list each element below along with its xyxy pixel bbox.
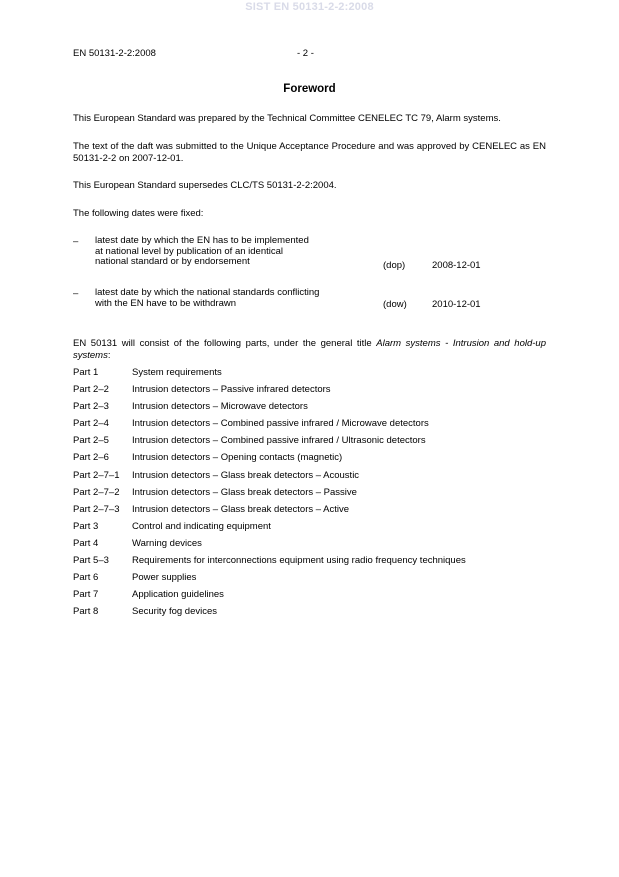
- part-description: Intrusion detectors – Glass break detectors – Active: [132, 503, 350, 515]
- list-item: [73, 384, 553, 401]
- watermark: SIST EN 50131-2-2:2008: [245, 1, 374, 13]
- part-description: Intrusion detectors – Passive infrared detectors: [132, 384, 331, 396]
- date-description: latest date by which the national standards conflicting with the EN have to be withdrawn: [95, 287, 320, 309]
- part-description: Intrusion detectors – Glass break detectors – Acoustic: [132, 469, 360, 481]
- list-item: [73, 504, 553, 521]
- part-number: Part 2–2: [73, 384, 109, 396]
- part-number: Part 2–7–3: [73, 503, 120, 515]
- part-number: Part 2–3: [73, 401, 109, 413]
- part-number: Part 4: [73, 537, 99, 549]
- parts-list: [73, 367, 553, 623]
- part-description: Intrusion detectors – Glass break detectors – Passive: [132, 486, 357, 498]
- paragraph-prepared-by: This European Standard was prepared by the Technical Committee CENELEC TC 79, Alarm systems.: [73, 113, 501, 124]
- part-number: Part 2–7–2: [73, 486, 120, 498]
- date-value: 2010-12-01: [432, 299, 481, 310]
- document-id: EN 50131-2-2:2008: [73, 48, 156, 59]
- date-value: 2008-12-01: [432, 260, 481, 271]
- date-abbreviation: (dop): [383, 260, 406, 271]
- paragraph-supersedes: This European Standard supersedes CLC/TS 50131-2-2:2004.: [73, 180, 337, 191]
- part-number: Part 2–7–1: [73, 469, 120, 481]
- part-number: Part 3: [73, 520, 99, 532]
- date-abbreviation: (dow): [383, 299, 407, 310]
- general-title: Alarm systems - Intrusion and hold-up systems: [73, 338, 546, 361]
- part-description: Intrusion detectors – Combined passive infrared / Ultrasonic detectors: [132, 435, 426, 447]
- part-number: Part 2–4: [73, 418, 109, 430]
- part-description: Control and indicating equipment: [132, 520, 271, 532]
- part-description: Power supplies: [132, 572, 197, 584]
- date-item-dop: [73, 236, 553, 276]
- list-item: [73, 367, 553, 384]
- list-item: [73, 452, 553, 469]
- part-number: Part 7: [73, 589, 99, 601]
- list-item: [73, 606, 553, 623]
- part-number: Part 8: [73, 606, 99, 618]
- list-item: [73, 470, 553, 487]
- page-number: - 2 -: [297, 48, 314, 59]
- list-item: [73, 418, 553, 435]
- part-description: Requirements for interconnections equipment using radio frequency techniques: [132, 555, 466, 567]
- list-item: [73, 572, 553, 589]
- list-item: [73, 435, 553, 452]
- part-description: System requirements: [132, 367, 222, 378]
- part-number: Part 6: [73, 572, 99, 584]
- paragraph-dates-intro: The following dates were fixed:: [73, 208, 204, 219]
- part-description: Security fog devices: [132, 606, 218, 618]
- part-number: Part 2–5: [73, 435, 109, 447]
- date-item-dow: [73, 288, 553, 313]
- list-dash: –: [73, 288, 79, 299]
- list-item: [73, 521, 553, 538]
- list-item: [73, 401, 553, 418]
- part-description: Intrusion detectors – Opening contacts (magnetic): [132, 452, 343, 464]
- list-item: [73, 487, 553, 504]
- part-description: Intrusion detectors – Microwave detectors: [132, 401, 308, 413]
- paragraph-approval: The text of the daft was submitted to the Unique Acceptance Procedure and was approved by CENELEC as EN 50131-2-2 on 2007-12-01.: [73, 141, 546, 164]
- part-number: Part 5–3: [73, 555, 109, 567]
- parts-intro: EN 50131 will consist of the following parts, under the general title Alarm systems - Intrusion and hold-up systems:: [73, 338, 546, 361]
- list-item: [73, 589, 553, 606]
- part-description: Warning devices: [132, 537, 202, 549]
- part-number: Part 1: [73, 367, 99, 378]
- list-item: [73, 538, 553, 555]
- part-description: Application guidelines: [132, 589, 224, 601]
- date-description: latest date by which the EN has to be implemented at national level by publication of an identical national standard or by endorsement: [95, 235, 309, 267]
- list-item: [73, 555, 553, 572]
- list-dash: –: [73, 236, 79, 247]
- part-number: Part 2–6: [73, 452, 109, 464]
- part-description: Intrusion detectors – Combined passive infrared / Microwave detectors: [132, 418, 429, 430]
- page-title: Foreword: [283, 83, 336, 95]
